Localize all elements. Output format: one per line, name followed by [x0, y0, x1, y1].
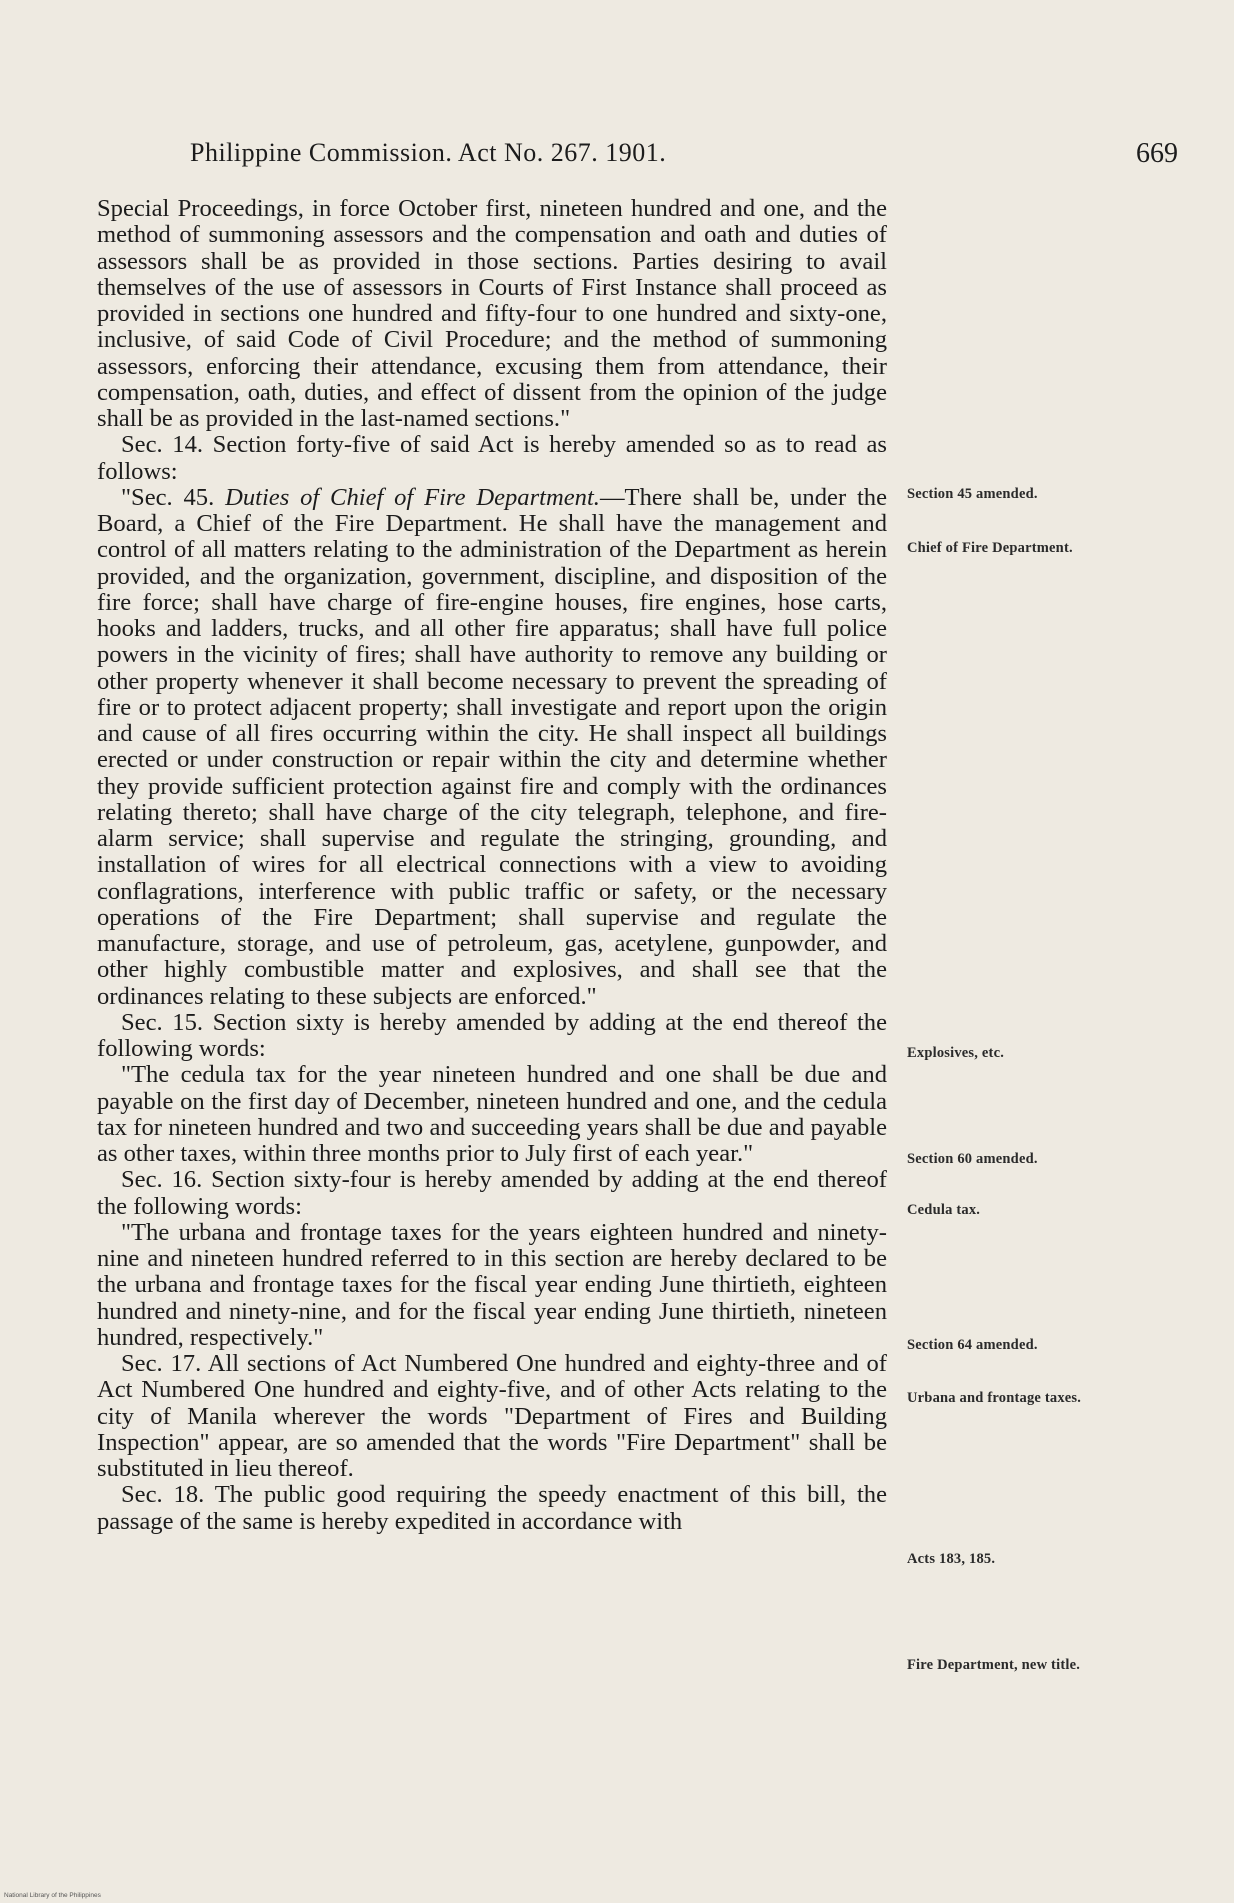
paragraph-urbana-quote: "The urbana and frontage taxes for the years eighteen hundred and ninety-nine and nineteen hundred referred to in this section are hereby declared to be the urbana and frontage taxes for the fiscal year ending June thirtieth, eighteen hundred and ninety-nine, and for the fiscal year ending June thirtieth, nineteen hundred, respectively.": [97, 1218, 887, 1351]
body-text: [97, 196, 887, 1535]
paragraph-sec-15: Sec. 15. Section sixty is hereby amended by adding at the end thereof the following words:: [97, 1008, 887, 1062]
paragraph-cedula-quote: "The cedula tax for the year nineteen hundred and one shall be due and payable on the first day of December, nineteen hundred and one, and the cedula tax for nineteen hundred and two and succeeding years shall be due and payable as other taxes, within three months prior to July first of each year.": [97, 1061, 887, 1167]
paragraph-sec-14: Sec. 14. Section forty-five of said Act is hereby amended so as to read as follows:: [97, 431, 887, 485]
page-header: [0, 138, 1234, 178]
paragraph-sec-16: Sec. 16. Section sixty-four is hereby amended by adding at the end thereof the following words:: [97, 1166, 887, 1220]
paragraph-sec-18: Sec. 18. The public good requiring the speedy enactment of this bill, the passage of the same is hereby expedited in accordance with: [97, 1481, 887, 1535]
margin-note-urbana-frontage: Urbana and frontage taxes.: [907, 1390, 1082, 1406]
paragraph-sec-17: Sec. 17. All sections of Act Numbered One hundred and eighty-three and of Act Numbered One hundred and eighty-five, and of other Acts relating to the city of Manila wherever the words "Department of Fires and Building Inspection" appear, are so amended that the words "Fire Department" shall be substituted in lieu thereof.: [97, 1350, 887, 1482]
margin-note-section-45: Section 45 amended.: [907, 486, 1038, 502]
paragraph-sec-45-quote: [97, 485, 887, 1010]
margin-note-acts-183-185: Acts 183, 185.: [907, 1551, 996, 1567]
margin-note-section-60: Section 60 amended.: [907, 1151, 1038, 1167]
sec-45-title: Duties of Chief of Fire Department.: [225, 483, 600, 511]
margin-note-section-64: Section 64 amended.: [907, 1337, 1038, 1353]
page-number: 669: [1136, 138, 1178, 169]
sec-45-text: —There shall be, under the Board, a Chief of the Fire Department. He shall have the management and control of all matters relating to the administration of the Department as herein provided, and the organization, government, discipline, and disposition of the fire force; shall have charge of fire-engine houses, fire engines, hose carts, hooks and ladders, trucks, and all other fire apparatus; shall have full police powers in the vicinity of fires; shall have authority to remove any building or other property whenever it shall become necessary to prevent the spreading of fire or to protect adjacent property; shall investigate and report upon the origin and cause of all fires occurring within the city. He shall inspect all buildings erected or under construction or repair within the city and determine whether they provide sufficient protection against fire and comply with the ordinances relating thereto; shall have charge of the city telegraph, telephone, and fire-alarm service; shall supervise and regulate the stringing, grounding, and installation of wires for all electrical connections with a view to avoiding conflagrations, interference with public traffic or safety, or the necessary operations of the Fire Department; shall supervise and regulate the manufacture, storage, and use of petroleum, gas, acetylene, gunpowder, and other highly combustible matter and explosives, and shall see that the ordinances relating to these subjects are enforced.": [97, 483, 887, 1010]
footer-archive-strip: National Library of the Philippines: [4, 1892, 101, 1899]
margin-note-fire-dept-title: Fire Department, new title.: [907, 1657, 1081, 1673]
running-head: Philippine Commission. Act No. 267. 1901.: [190, 138, 667, 167]
margin-note-explosives: Explosives, etc.: [907, 1045, 1005, 1061]
sec-45-lead: "Sec. 45.: [121, 483, 226, 511]
margin-note-chief-fire-dept: Chief of Fire Department.: [907, 540, 1073, 556]
paragraph-continuation: Special Proceedings, in force October first, nineteen hundred and one, and the method of summoning assessors and the compensation and oath and duties of assessors shall be as provided in those sections. Parties desiring to avail themselves of the use of assessors in Courts of First Instance shall proceed as provided in sections one hundred and fifty-four to one hundred and sixty-one, inclusive, of said Code of Civil Procedure; and the method of summoning assessors, enforcing their attendance, excusing them from attendance, their compensation, oath, duties, and effect of dissent from the opinion of the judge shall be as provided in the last-named sections.": [97, 195, 887, 432]
margin-note-cedula-tax: Cedula tax.: [907, 1202, 981, 1218]
